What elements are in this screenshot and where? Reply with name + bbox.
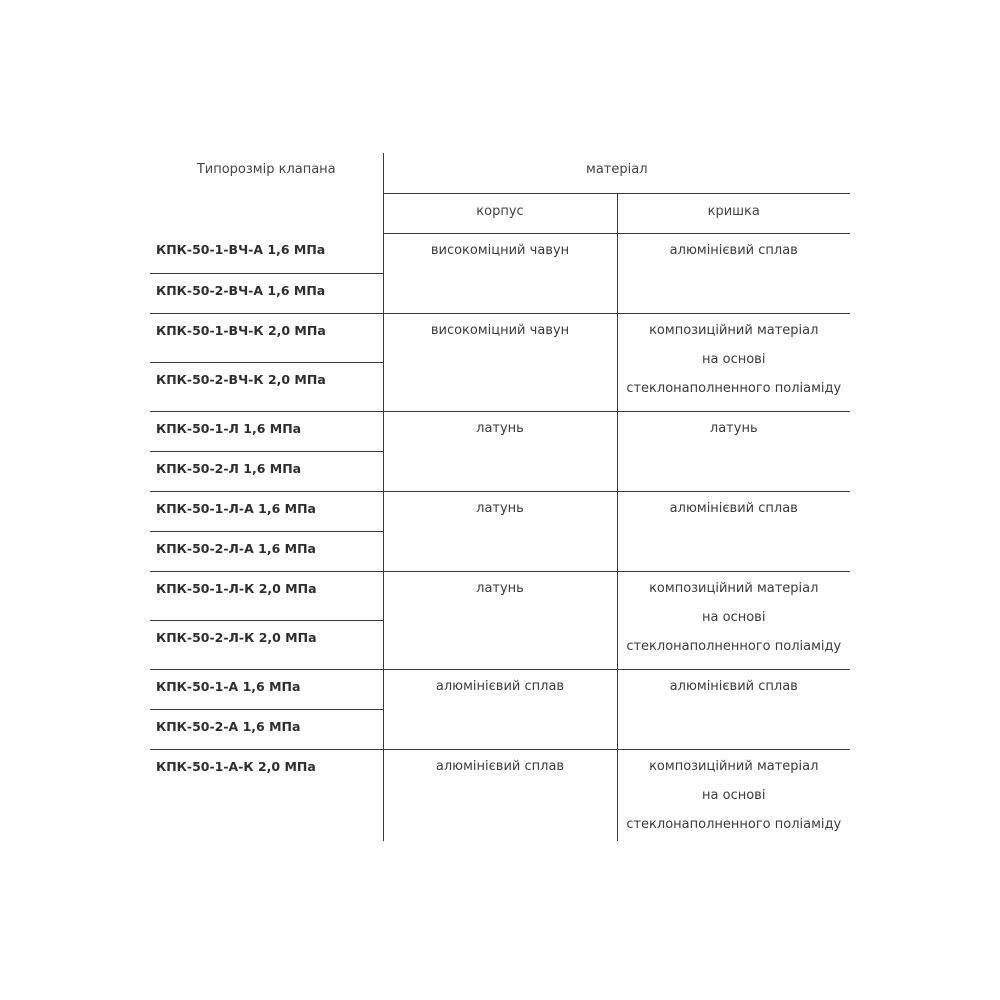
valve-model-cell: КПК-50-2-Л-К 2,0 МПа: [150, 620, 383, 669]
header-material: [383, 153, 850, 193]
table-row: [150, 491, 850, 531]
cover-material-cell: [617, 669, 850, 749]
table-row: [150, 669, 850, 709]
cover-material-line: алюмінієвий сплав: [669, 242, 798, 258]
valve-model-cell: КПК-50-1-ВЧ-А 1,6 МПа: [150, 233, 383, 273]
body-material-cell: алюмінієвий сплав: [383, 669, 617, 749]
table-row: [150, 233, 850, 273]
table-body: [150, 233, 850, 841]
cover-material-cell: [617, 491, 850, 571]
header-cover-label: кришка: [707, 203, 760, 219]
table-row: [150, 749, 850, 841]
valve-model-cell: КПК-50-2-А 1,6 МПа: [150, 709, 383, 749]
valve-model-cell: КПК-50-1-Л-А 1,6 МПа: [150, 491, 383, 531]
body-material-cell: високоміцний чавун: [383, 233, 617, 313]
cover-material-cell: [617, 749, 850, 841]
cover-material-line: на основі: [702, 351, 766, 367]
cover-material-line: на основі: [702, 787, 766, 803]
valve-model-cell: КПК-50-2-Л 1,6 МПа: [150, 451, 383, 491]
valve-model-cell: КПК-50-1-Л 1,6 МПа: [150, 411, 383, 451]
valve-model-cell: КПК-50-2-ВЧ-А 1,6 МПа: [150, 273, 383, 313]
table-row: [150, 571, 850, 620]
cover-material-cell: [617, 233, 850, 313]
body-material-cell: латунь: [383, 411, 617, 491]
valve-material-table: [150, 153, 850, 841]
table-row: [150, 313, 850, 362]
valve-model-cell: КПК-50-2-ВЧ-К 2,0 МПа: [150, 362, 383, 411]
body-material-cell: алюмінієвий сплав: [383, 749, 617, 841]
cover-material-line: композиційний матеріал: [649, 580, 819, 596]
header-body-label: корпус: [476, 203, 524, 219]
body-material-cell: високоміцний чавун: [383, 313, 617, 411]
cover-material-cell: [617, 411, 850, 491]
table-row: [150, 411, 850, 451]
cover-material-line: композиційний матеріал: [649, 322, 819, 338]
header-cover: [617, 193, 850, 233]
cover-material-line: стеклонаполненного поліаміду: [626, 816, 842, 832]
valve-model-cell: КПК-50-1-ВЧ-К 2,0 МПа: [150, 313, 383, 362]
header-valve-size: [150, 153, 383, 233]
cover-material-cell: [617, 571, 850, 669]
header-valve-size-label: Типорозмір клапана: [196, 162, 336, 177]
cover-material-line: на основі: [702, 609, 766, 625]
cover-material-line: алюмінієвий сплав: [669, 678, 798, 694]
cover-material-cell: [617, 313, 850, 411]
header-material-label: матеріал: [586, 162, 648, 177]
cover-material-line: стеклонаполненного поліаміду: [626, 380, 842, 396]
header-body: [383, 193, 617, 233]
cover-material-line: стеклонаполненного поліаміду: [626, 638, 842, 654]
cover-material-line: латунь: [709, 420, 758, 436]
valve-model-cell: КПК-50-2-Л-А 1,6 МПа: [150, 531, 383, 571]
body-material-cell: латунь: [383, 491, 617, 571]
valve-model-cell: КПК-50-1-Л-К 2,0 МПа: [150, 571, 383, 620]
valve-model-cell: КПК-50-1-А-К 2,0 МПа: [150, 749, 383, 841]
cover-material-line: композиційний матеріал: [649, 758, 819, 774]
cover-material-line: алюмінієвий сплав: [669, 500, 798, 516]
body-material-cell: латунь: [383, 571, 617, 669]
valve-model-cell: КПК-50-1-А 1,6 МПа: [150, 669, 383, 709]
